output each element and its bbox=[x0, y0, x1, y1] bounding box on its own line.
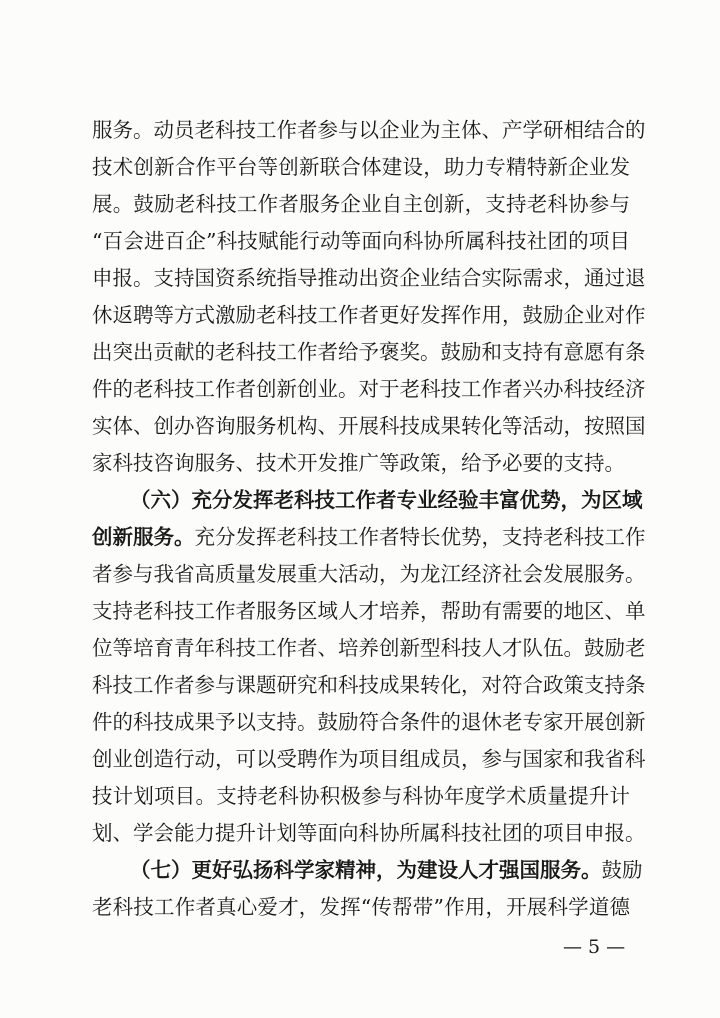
body-line: “百会进百企”科技赋能行动等面向科协所属科技社团的项目 bbox=[92, 229, 630, 253]
body-line: 出突出贡献的老科技工作者给予褒奖。鼓励和支持有意愿有条 bbox=[92, 340, 646, 364]
body-line bbox=[92, 522, 646, 552]
body-line: 展。鼓励老科技工作者服务企业自主创新，支持老科协参与 bbox=[92, 192, 630, 216]
body-line: 科技工作者参与课题研究和科技成果转化，对符合政策支持条 bbox=[92, 673, 646, 697]
body-line: 位等培育青年科技工作者、培养创新型科技人才队伍。鼓励老 bbox=[92, 636, 646, 660]
body-line: 者参与我省高质量发展重大活动，为龙江经济社会发展服务。 bbox=[92, 562, 646, 586]
body-line: 实体、创办咨询服务机构、开展科技成果转化等活动，按照国 bbox=[92, 414, 646, 438]
section-6-heading-end: 创新服务。 bbox=[92, 525, 195, 549]
body-line: 家科技咨询服务、技术开发推广等政策，给予必要的支持。 bbox=[92, 451, 625, 475]
section-7-text: 鼓励 bbox=[601, 858, 643, 882]
body-line bbox=[130, 855, 643, 885]
body-line: 创业创造行动，可以受聘作为项目组成员，参与国家和我省科 bbox=[92, 747, 646, 771]
body-line: 划、学会能力提升计划等面向科协所属科技社团的项目申报。 bbox=[92, 821, 646, 845]
section-7-heading: （七）更好弘扬科学家精神，为建设人才强国服务。 bbox=[130, 858, 602, 882]
section-6-text: 充分发挥老科技工作者特长优势，支持老科技工作 bbox=[194, 525, 646, 549]
body-line: 支持老科技工作者服务区域人才培养，帮助有需要的地区、单 bbox=[92, 599, 646, 623]
body-line: 技术创新合作平台等创新联合体建设，助力专精特新企业发 bbox=[92, 155, 630, 179]
body-line: 申报。支持国资系统指导推动出资企业结合实际需求，通过退 bbox=[92, 266, 646, 290]
body-line: 件的老科技工作者创新创业。对于老科技工作者兴办科技经济 bbox=[92, 377, 646, 401]
body-line: 老科技工作者真心爱才，发挥“传帮带”作用，开展科学道德 bbox=[92, 895, 630, 919]
body-line: 服务。动员老科技工作者参与以企业为主体、产学研相结合的 bbox=[92, 118, 646, 142]
body-line: 休返聘等方式激励老科技工作者更好发挥作用，鼓励企业对作 bbox=[92, 303, 646, 327]
body-line: 件的科技成果予以支持。鼓励符合条件的退休老专家开展创新 bbox=[92, 710, 646, 734]
section-6-heading: （六）充分发挥老科技工作者专业经验丰富优势，为区域 bbox=[130, 488, 643, 512]
page-number: — 5 — bbox=[563, 936, 626, 958]
body-line: 技计划项目。支持老科协积极参与科协年度学术质量提升计 bbox=[92, 784, 630, 808]
